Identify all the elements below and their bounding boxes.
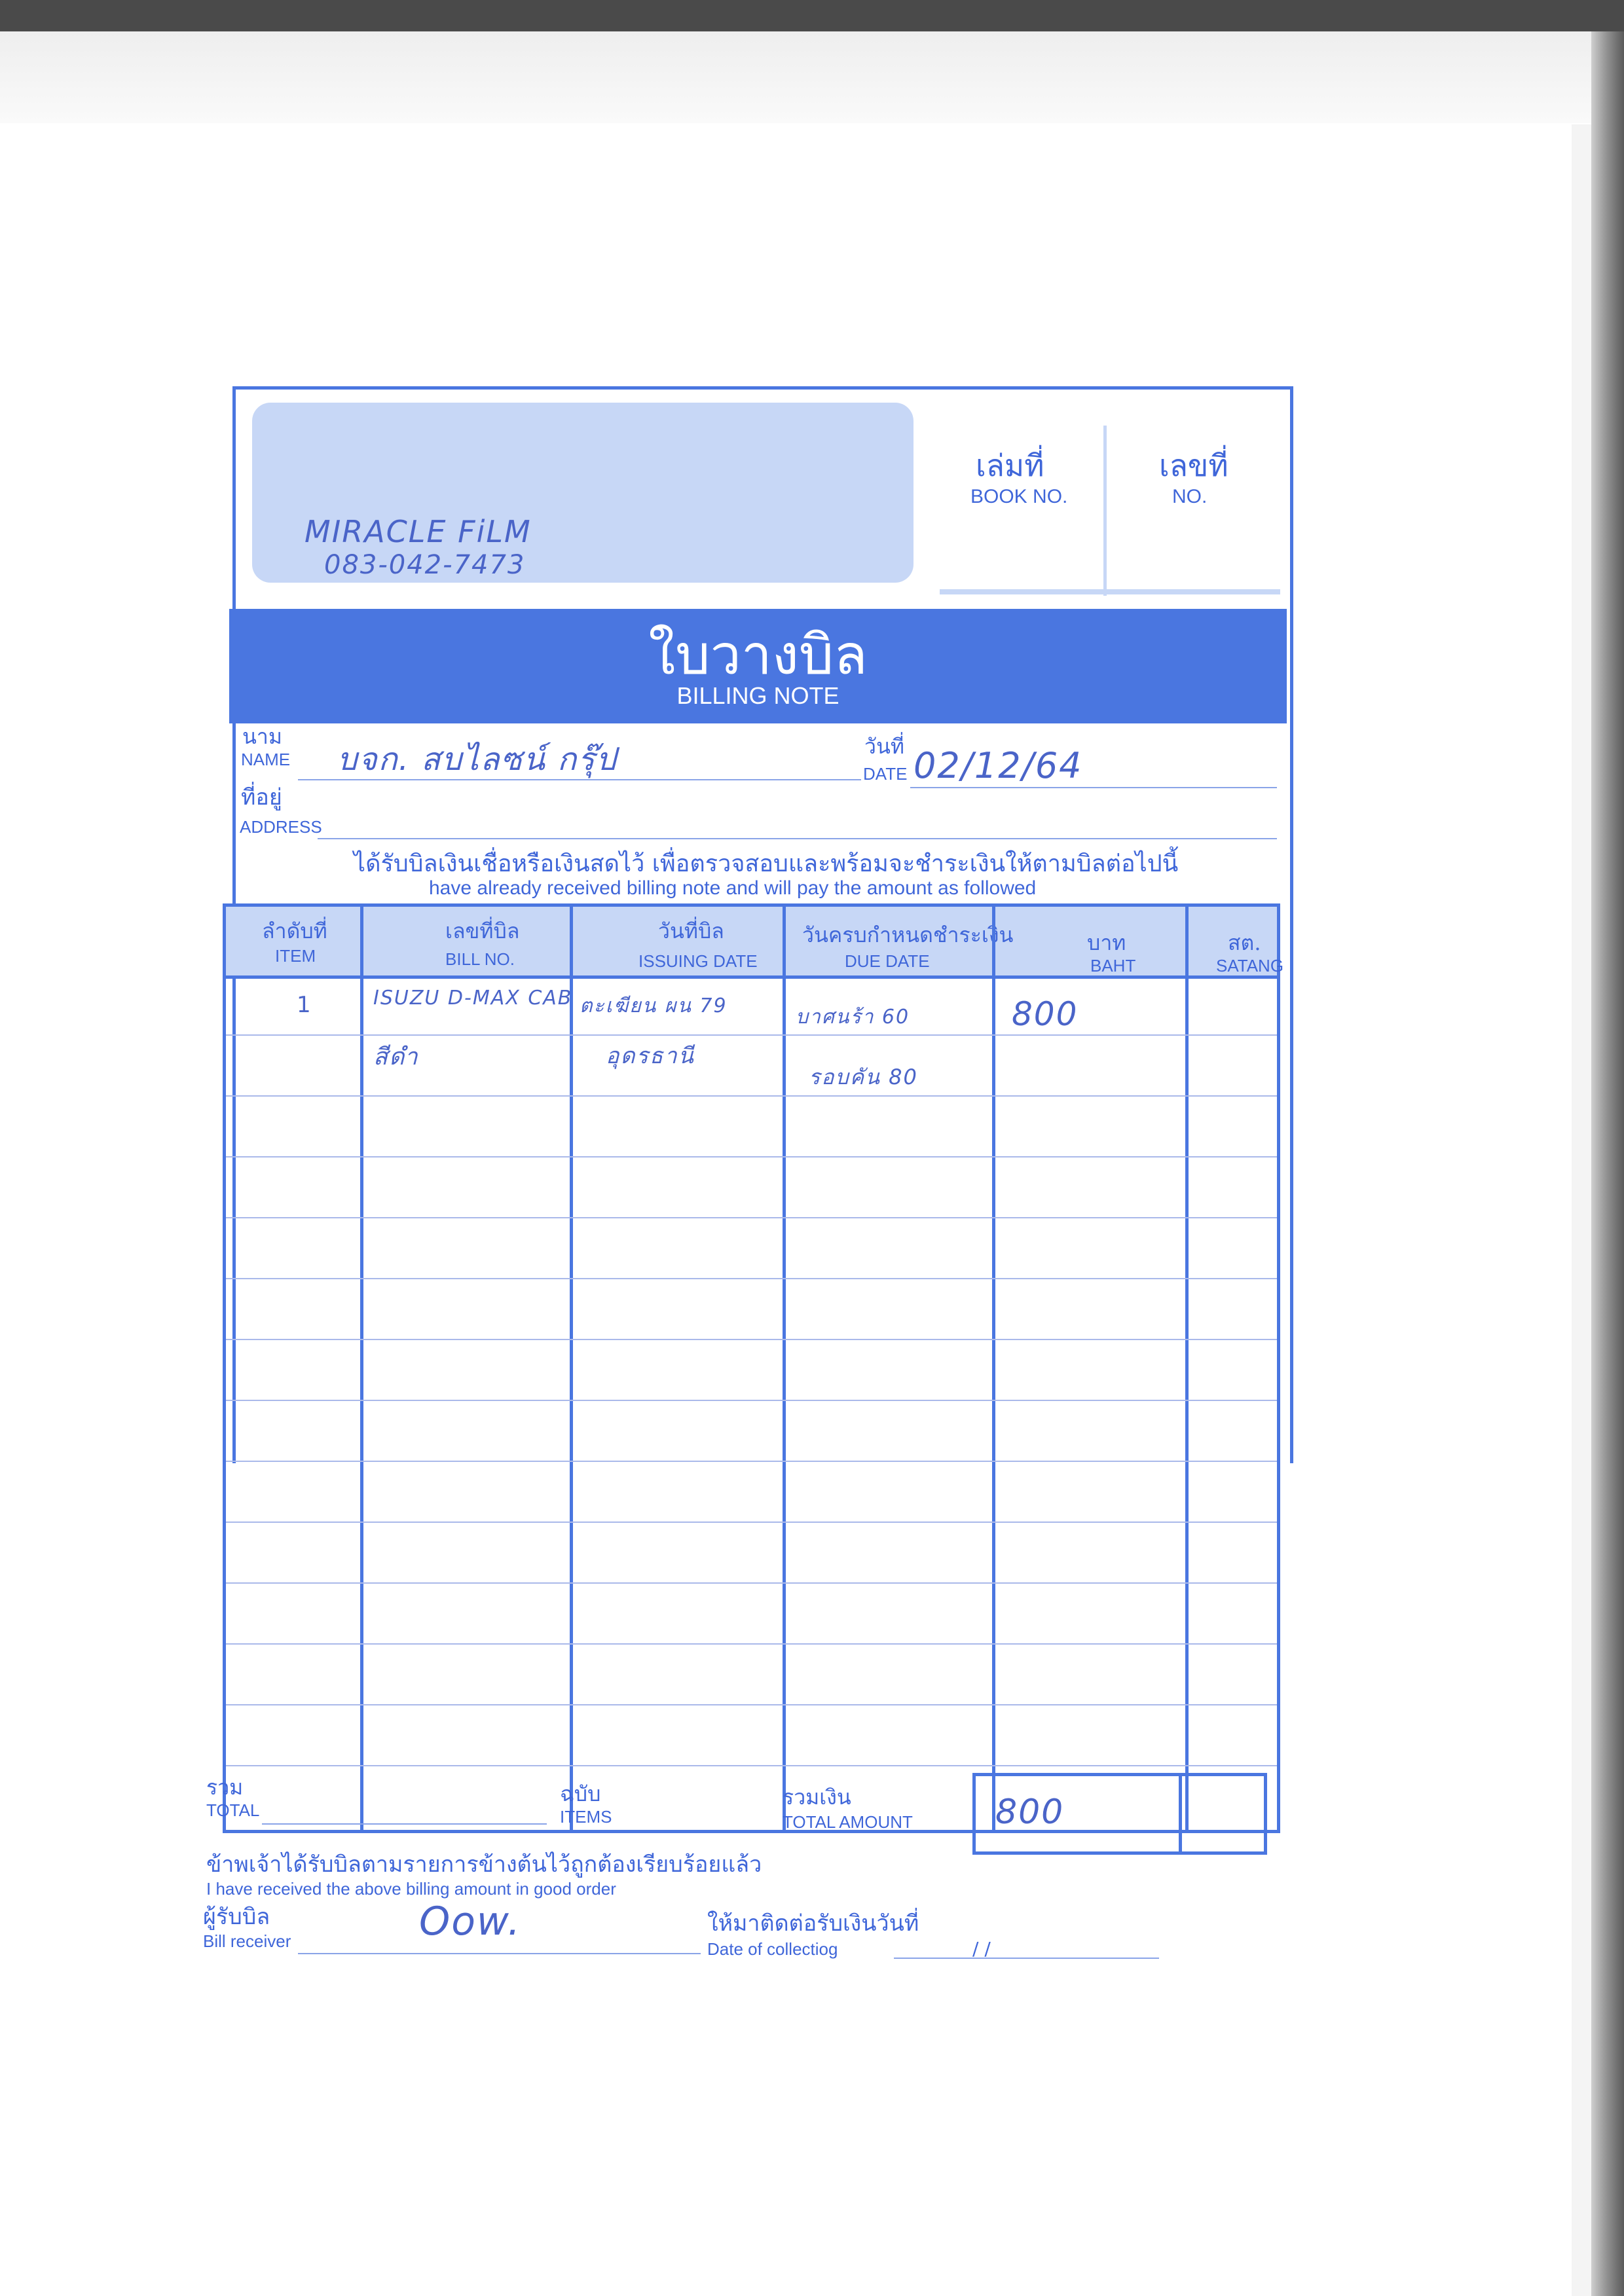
receiver-label-en: Bill receiver <box>203 1931 291 1951</box>
collect-label-en: Date of collectiog <box>707 1939 838 1959</box>
items-label-th: ฉบับ <box>560 1781 601 1806</box>
receiver-line <box>298 1953 701 1954</box>
no-label-en: NO. <box>1172 486 1208 507</box>
collect-line <box>894 1958 1159 1959</box>
due-line1: บาศนร้า 60 <box>796 1006 910 1029</box>
col-divider <box>360 907 363 1830</box>
total-line <box>262 1823 547 1825</box>
row-rule <box>226 1095 1277 1097</box>
row-rule <box>226 1765 1277 1766</box>
col-divider <box>570 907 573 1830</box>
ack-en: I have received the above billing amount in good order <box>206 1879 616 1899</box>
row-rule <box>226 1461 1277 1462</box>
row-rule <box>226 1704 1277 1705</box>
address-label-th: ที่อยู่ <box>241 784 282 811</box>
book-no-label-en: BOOK NO. <box>970 486 1068 507</box>
col-due-en: DUE DATE <box>845 951 930 971</box>
col-item-th: ลำดับที่ <box>262 919 327 943</box>
bill-no-line1: ISUZU D-MAX CAB <box>373 987 573 1010</box>
col-baht-en: BAHT <box>1090 956 1136 975</box>
book-divider <box>1103 426 1107 596</box>
row-rule <box>226 1339 1277 1340</box>
no-label-th: เลขที่ <box>1159 448 1228 483</box>
total-label-en: TOTAL <box>206 1800 260 1820</box>
receiver-signature: Oow. <box>419 1899 522 1944</box>
billing-note-form <box>203 386 1290 1958</box>
scan-top-shadow <box>0 31 1591 123</box>
customer-name: บจก. สบไลซน์ กรุ๊ป <box>337 741 618 778</box>
item-number: 1 <box>297 992 312 1018</box>
vendor-phone: 083-042-7473 <box>324 550 526 580</box>
col-billno-en: BILL NO. <box>445 949 515 969</box>
issuing-line1: ตะเฆียน ผน 79 <box>580 994 728 1017</box>
col-divider <box>992 907 995 1830</box>
col-satang-th: สต. <box>1228 930 1261 955</box>
due-line2: รอบคัน 80 <box>809 1065 918 1089</box>
vendor-name: MIRACLE FiLM <box>304 514 532 549</box>
vendor-box <box>252 403 913 583</box>
scan-right-edge <box>1591 31 1624 2296</box>
name-label-th: นาม <box>242 724 282 749</box>
date-label-en: DATE <box>863 764 908 784</box>
amount-label-en: TOTAL AMOUNT <box>783 1812 913 1832</box>
col-issuing-en: ISSUING DATE <box>638 951 758 971</box>
row-rule <box>226 1582 1277 1584</box>
title-banner <box>229 609 1287 723</box>
title-th: ใบวางบิล <box>648 623 868 687</box>
book-underline <box>940 589 1280 594</box>
title-en: BILLING NOTE <box>676 682 840 709</box>
items-table <box>223 903 1284 1833</box>
total-label-th: รวม <box>206 1775 244 1800</box>
row-rule <box>226 1400 1277 1401</box>
issuing-line2: อุดรธานี <box>606 1043 695 1069</box>
receiver-label-th: ผู้รับบิล <box>203 1904 270 1930</box>
row-rule <box>226 1156 1277 1157</box>
amount-divider <box>1179 1776 1182 1851</box>
col-due-th: วันครบกำหนดชำระเงิน <box>802 922 1014 947</box>
notice-th: ได้รับบิลเงินเชื่อหรือเงินสดไว้ เพื่อตรวจสอบและพร้อมจะชำระเงินให้ตามบิลต่อไปนี้ <box>354 850 1179 877</box>
row-rule <box>226 1278 1277 1279</box>
scan-right-shadow <box>1572 124 1591 2296</box>
ack-th: ข้าพเจ้าได้รับบิลตามรายการข้างต้นไว้ถูกต้องเรียบร้อยแล้ว <box>206 1851 762 1878</box>
col-issuing-th: วันที่บิล <box>658 919 724 943</box>
col-item-en: ITEM <box>275 946 316 966</box>
total-amount-box <box>972 1773 1267 1855</box>
baht-value: 800 <box>1012 995 1079 1033</box>
row-rule <box>226 1522 1277 1523</box>
items-label-en: ITEMS <box>560 1807 612 1827</box>
col-divider <box>783 907 786 1830</box>
notice-en: have already received billing note and will pay the amount as followed <box>429 877 1037 899</box>
date-line <box>910 787 1277 788</box>
collect-slashes: / / <box>972 1938 991 1959</box>
total-amount-value: 800 <box>995 1793 1065 1832</box>
col-baht-th: บาท <box>1087 930 1126 955</box>
row-rule <box>226 1034 1277 1036</box>
bill-no-line2: สีดำ <box>373 1044 419 1070</box>
address-label-en: ADDRESS <box>240 817 322 837</box>
col-satang-en: SATANG <box>1216 956 1284 975</box>
col-billno-th: เลขที่บิล <box>445 919 520 943</box>
row-rule <box>226 1643 1277 1645</box>
amount-label-th: รวมเงิน <box>783 1785 851 1810</box>
row-rule <box>226 1217 1277 1218</box>
address-line <box>318 838 1277 839</box>
book-no-label-th: เล่มที่ <box>976 448 1044 483</box>
collect-label-th: ให้มาติดต่อรับเงินวันที่ <box>707 1910 919 1937</box>
scan-top-edge <box>0 0 1624 31</box>
name-label-en: NAME <box>241 750 291 769</box>
col-divider <box>1185 907 1189 1830</box>
bill-date: 02/12/64 <box>913 745 1083 786</box>
date-label-th: วันที่ <box>864 734 904 759</box>
